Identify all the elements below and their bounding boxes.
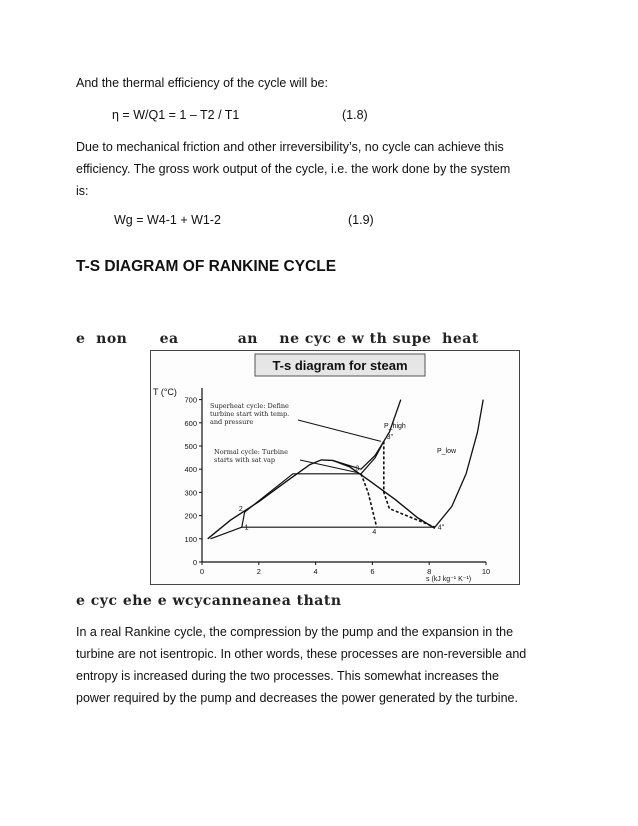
point-label-p3s: 3''	[386, 434, 394, 442]
paragraph-irreversibility-line2: efficiency. The gross work output of the cycle, i.e. the work done by the system	[76, 162, 511, 176]
y-tick-label: 100	[184, 534, 197, 544]
annotation-superheat-line1: Superheat cycle: Define	[210, 402, 289, 410]
x-tick-label: 6	[370, 567, 375, 576]
gross-work-equation: Wg = W4-1 + W1-2	[114, 213, 221, 227]
y-tick-label: 700	[184, 395, 197, 405]
efficiency-equation: η = W/Q1 = 1 – T2 / T1	[112, 108, 240, 122]
y-tick-label: 500	[184, 442, 197, 451]
x-tick-label: 0	[199, 567, 205, 576]
y-tick-label: 0	[192, 558, 197, 567]
garbled-caption-bottom: e cyc ehe e wcycanneanea thatn	[76, 593, 342, 609]
diagram-title: T-s diagram for steam	[272, 358, 408, 373]
y-tick-label: 600	[184, 418, 197, 428]
x-axis-label: s (kJ kg⁻¹ K⁻¹)	[426, 576, 472, 583]
point-label-p4s: 4''	[437, 524, 445, 532]
y-tick-label: 400	[184, 465, 197, 475]
paragraph-real-rankine-line2: turbine are not isentropic. In other words, these processes are non-reversible and	[76, 647, 527, 661]
label-p-high: P_high	[384, 423, 406, 430]
paragraph-real-rankine-line4: power required by the pump and decreases the power generated by the turbine.	[76, 691, 518, 705]
equation-number-1-9: (1.9)	[348, 213, 374, 227]
x-tick-label: 8	[427, 567, 432, 576]
y-tick-label: 300	[184, 488, 197, 498]
intro-text: And the thermal efficiency of the cycle will be:	[76, 76, 328, 90]
x-tick-label: 2	[256, 567, 261, 576]
section-heading: T-S DIAGRAM OF RANKINE CYCLE	[76, 258, 337, 275]
paragraph-irreversibility-line3: is:	[76, 184, 89, 198]
equation-number-1-8: (1.8)	[342, 108, 368, 122]
paragraph-real-rankine-line3: entropy is increased during the two processes. This somewhat increases the	[76, 669, 499, 683]
paragraph-irreversibility-line1: Due to mechanical friction and other irreversibility’s, no cycle can achieve this	[76, 140, 504, 154]
paragraph-real-rankine-line1: In a real Rankine cycle, the compression by the pump and the expansion in the	[76, 625, 514, 639]
ts-diagram-figure	[150, 350, 520, 585]
point-label-p1: 1	[244, 524, 249, 532]
x-tick-label: 4	[313, 567, 318, 576]
point-label-p3: 3	[355, 465, 360, 473]
label-p-low: P_low	[437, 448, 457, 455]
annotation-superheat-line2: turbine start with temp.	[210, 410, 290, 418]
y-tick-label: 200	[184, 511, 197, 521]
annotation-superheat-line3: and pressure	[210, 418, 254, 426]
annotation-normal-line2: starts with sat vap	[214, 456, 276, 464]
point-label-p2: 2	[238, 505, 243, 513]
garbled-caption-top: e non ea an ne cyc e w th supe heat	[76, 331, 479, 347]
point-label-p4: 4	[372, 529, 377, 537]
y-axis-label: T (°C)	[153, 387, 177, 397]
annotation-normal-line1: Normal cycle: Turbine	[214, 448, 288, 456]
x-tick-label: 10	[481, 567, 491, 576]
